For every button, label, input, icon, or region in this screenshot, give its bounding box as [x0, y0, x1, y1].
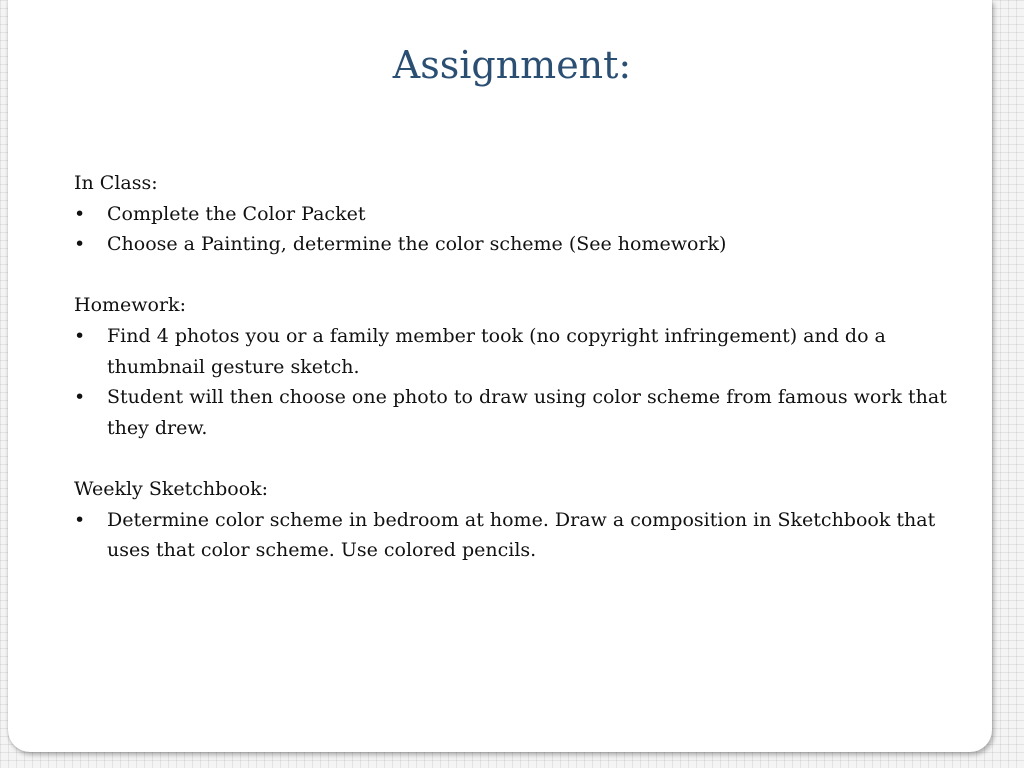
list-item — [74, 382, 974, 443]
weekly-sketchbook-heading: Weekly Sketchbook: — [74, 477, 269, 500]
list-item-text: Determine color scheme in bedroom at home. Draw a composition in Sketchbook that uses that color scheme. Use colored pencils. — [107, 508, 936, 562]
bullet-icon: • — [74, 386, 86, 409]
list-item-text: Choose a Painting, determine the color scheme (See homework) — [107, 233, 727, 256]
bullet-icon: • — [74, 202, 86, 225]
list-item — [74, 229, 974, 260]
bullet-icon: • — [74, 324, 86, 347]
in-class-section — [74, 168, 974, 260]
homework-section — [74, 290, 974, 443]
list-item — [74, 199, 974, 230]
list-item-text: Complete the Color Packet — [107, 202, 366, 225]
in-class-list — [74, 199, 974, 260]
weekly-sketchbook-list — [74, 505, 974, 566]
bullet-icon: • — [74, 233, 86, 256]
weekly-sketchbook-section — [74, 474, 974, 566]
list-item — [74, 321, 974, 382]
homework-heading: Homework: — [74, 294, 186, 317]
homework-list — [74, 321, 974, 443]
list-item-text: Student will then choose one photo to draw using color scheme from famous work that they drew. — [107, 386, 947, 439]
list-item-text: Find 4 photos you or a family member took (no copyright infringement) and do a thumbnail gesture sketch. — [107, 324, 886, 378]
list-item — [74, 505, 974, 566]
bullet-icon: • — [74, 508, 86, 531]
slide-title: Assignment: — [392, 43, 632, 87]
in-class-heading: In Class: — [74, 172, 158, 194]
slide-content — [74, 168, 974, 566]
